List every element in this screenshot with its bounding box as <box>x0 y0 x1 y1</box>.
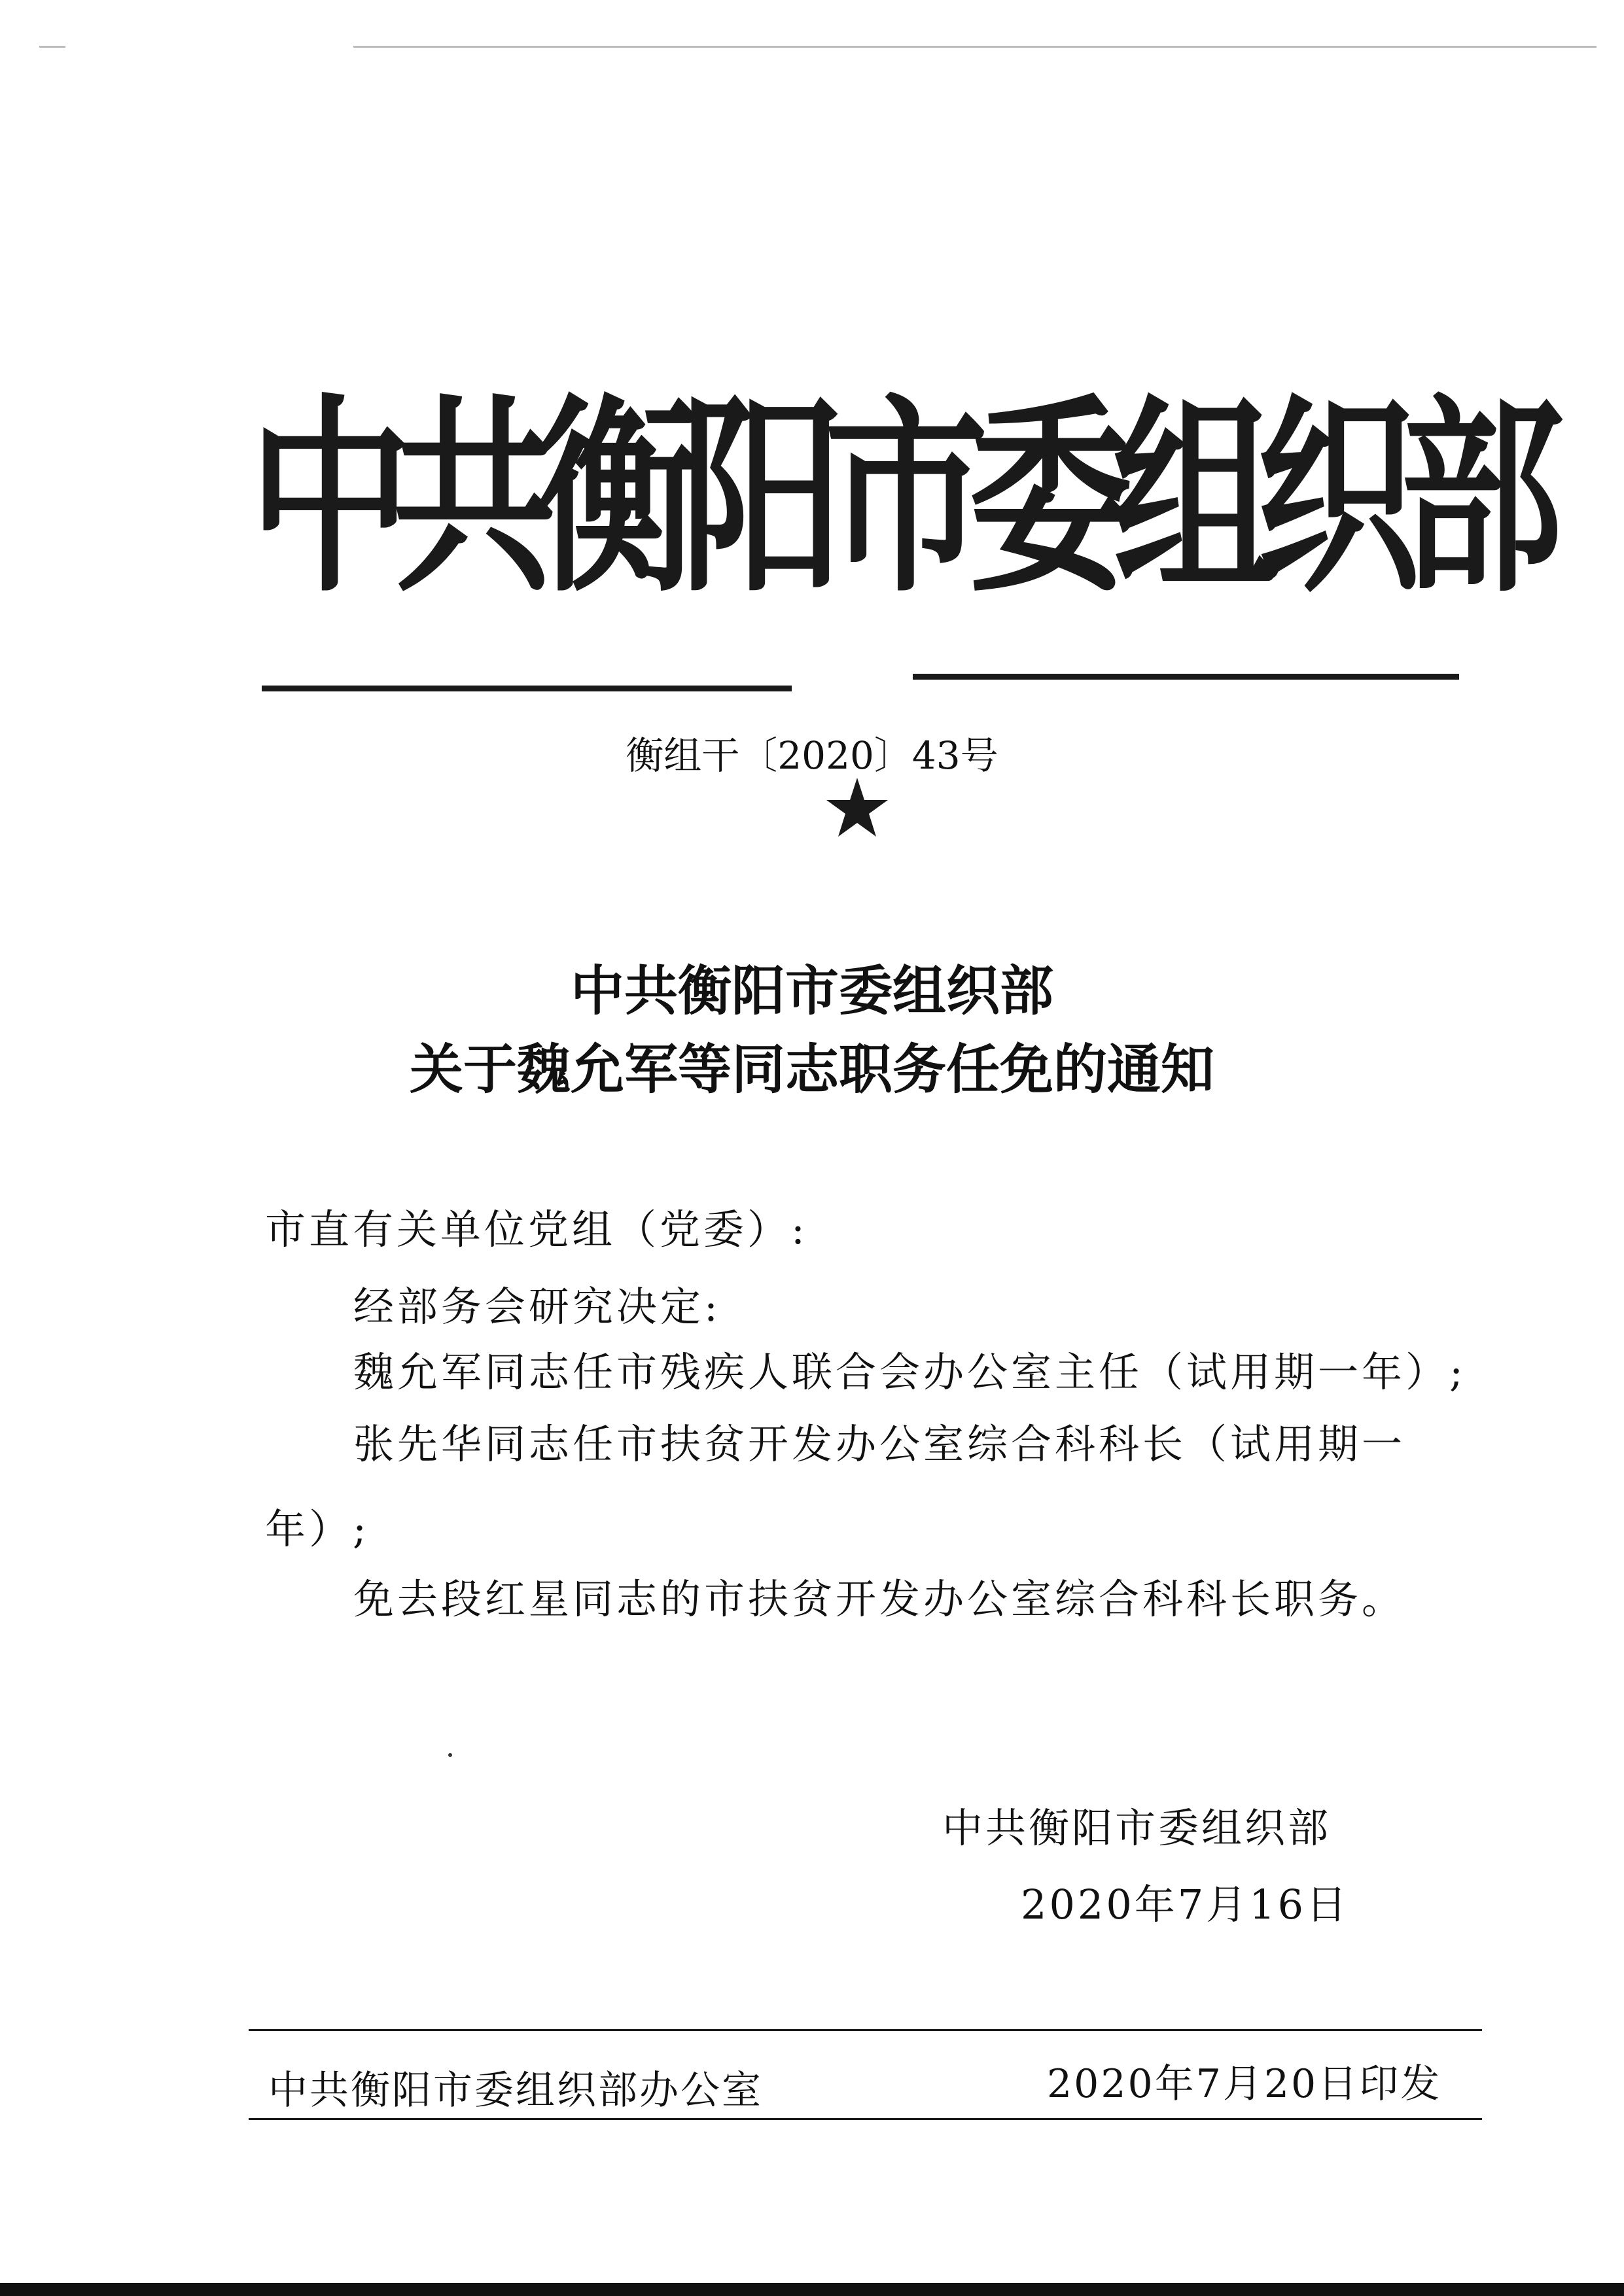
notice-title-line1: 中共衡阳市委组织部 <box>570 960 1053 1022</box>
body-intro: 经部务会研究决定: <box>353 1283 721 1331</box>
salutation: 市直有关单位党组（党委）: <box>265 1206 808 1253</box>
masthead-rule-left <box>262 686 792 691</box>
footer-rule-bottom <box>249 2118 1482 2120</box>
scan-artifact-line <box>353 46 1597 48</box>
footer-rule-top <box>249 2029 1482 2031</box>
star-icon <box>824 775 890 841</box>
footer-issue-date: 2020年7月20日印发 <box>1047 2061 1442 2107</box>
signature-date: 2020年7月16日 <box>1021 1881 1350 1928</box>
masthead-title: 中共衡阳市委组织部 <box>249 374 1544 621</box>
masthead-rule-right <box>913 674 1459 680</box>
document-number: 衡组干〔2020〕43号 <box>626 733 998 778</box>
appointment-item: 张先华同志任市扶贫开发办公室综合科科长（试用期一 <box>353 1420 1406 1468</box>
dismissal-item: 免去段红星同志的市扶贫开发办公室综合科科长职务。 <box>353 1575 1406 1623</box>
notice-title-line2: 关于魏允军等同志职务任免的通知 <box>409 1038 1214 1101</box>
appointment-item-continued: 年）; <box>265 1505 370 1553</box>
scan-speck <box>448 1753 452 1757</box>
appointment-item: 魏允军同志任市残疾人联合会办公室主任（试用期一年）; <box>353 1348 1466 1396</box>
signature-organization: 中共衡阳市委组织部 <box>942 1804 1332 1852</box>
scan-artifact-line <box>39 46 65 48</box>
scan-edge-bar <box>0 2283 1624 2296</box>
footer-issuer: 中共衡阳市委组织部办公室 <box>268 2068 763 2113</box>
